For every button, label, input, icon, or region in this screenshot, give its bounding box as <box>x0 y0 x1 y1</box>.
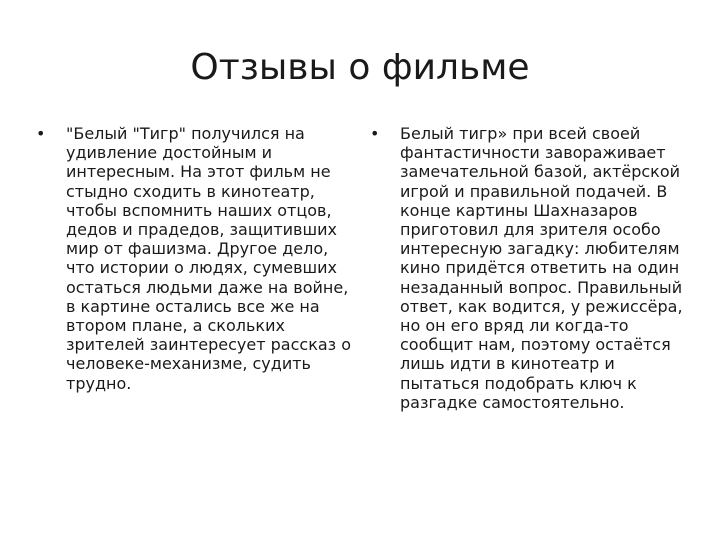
review-text: "Белый "Тигр" получился на удивление достойным и интересным. На этот фильм не стыдно сходить в кинотеатр, чтобы вспомнить наших отцов, дедов и прадедов, защитивших мир от фашизма. Другое дело, что истории о людях, сумевших остаться людьми даже на войне, в картине остались все же на втором плане, а скольких зрителей заинтересует рассказ о человеке-механизме, судить трудно. <box>66 124 352 393</box>
slide-title: Отзывы о фильме <box>190 47 530 88</box>
bullet-icon: • <box>36 124 46 143</box>
review-item <box>36 124 352 393</box>
review-text: Белый тигр» при всей своей фантастичности завораживает замечательной базой, актёрской игрой и правильной подачей. В конце картины Шахназаров приготовил для зрителя особо интересную загадку: любителям кино придётся ответить на один незаданный вопрос. Правильный ответ, как водится, у режиссёра, но он его вряд ли когда-то сообщит нам, поэтому остаётся лишь идти в кинотеатр и пытаться подобрать ключ к разгадке самостоятельно. <box>400 124 683 412</box>
bullet-icon: • <box>370 124 380 143</box>
review-column-left <box>36 124 352 393</box>
review-column-right <box>370 124 684 412</box>
review-item <box>370 124 684 412</box>
